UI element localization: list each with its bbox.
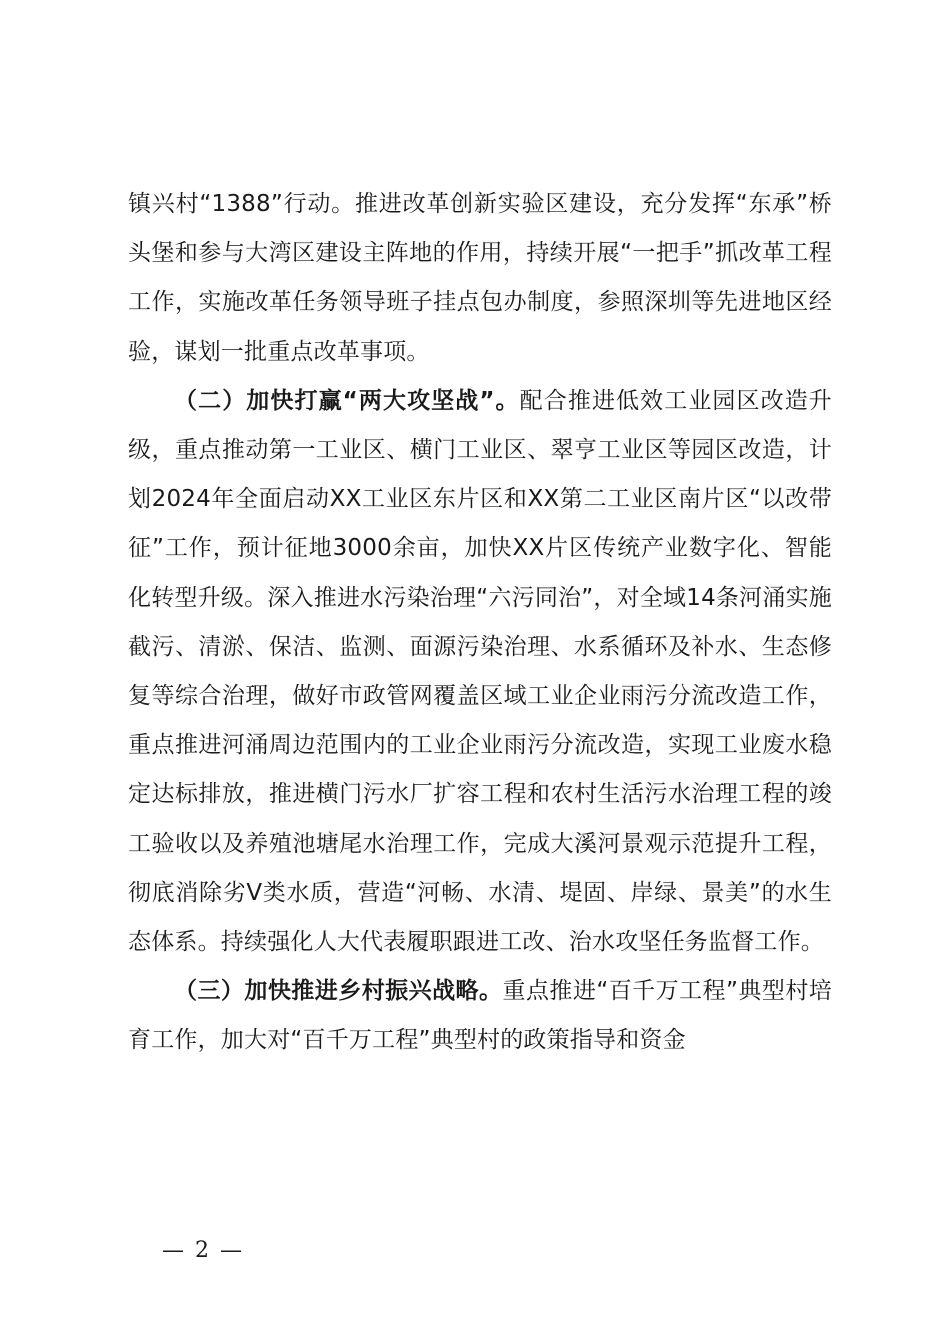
paragraph-text: 重点推进“百千万工程”典型村培育工作，加大对“百千万工程”典型村的政策指导和资金	[128, 978, 832, 1054]
paragraph-continuation	[128, 180, 832, 377]
paragraph-text: 配合推进低效工业园区改造升级，重点推动第一工业区、横门工业区、翠亨工业区等园区改造，计划2024年全面启动XX工业区东片区和XX第二工业区南片区“以改带征”工作，预计征地3000余亩，加快XX片区传统产业数字化、智能化转型升级。深入推进水污染治理“六污同治”，对全域14条河涌实施截污、清淤、保洁、监测、面源污染治理、水系循环及补水、生态修复等综合治理，做好市政管网覆盖区域工业企业雨污分流改造工作，重点推进河涌周边范围内的工业企业雨污分流改造，实现工业废水稳定达标排放，推进横门污水厂扩容工程和农村生活污水治理工程的竣工验收以及养殖池塘尾水治理工作，完成大溪河景观示范提升工程，彻底消除劣Ⅴ类水质，营造“河畅、水清、堤固、岸绿、景美”的水生态体系。持续强化人大代表履职跟进工改、治水攻坚任务监督工作。	[128, 387, 832, 956]
paragraph-section-2	[128, 377, 832, 967]
document-body	[128, 180, 832, 1066]
paragraph-text: 镇兴村“1388”行动。推进改革创新实验区建设，充分发挥“东承”桥头堡和参与大湾区建设主阵地的作用，持续开展“一把手”抓改革工程工作，实施改革任务领导班子挂点包办制度，参照深圳等先进地区经验，谋划一批重点改革事项。	[128, 191, 832, 365]
paragraph-lead: （三）加快推进乡村振兴战略。	[174, 978, 503, 1005]
paragraph-section-3	[128, 967, 832, 1065]
paragraph-lead: （二）加快打赢“两大攻坚战”。	[174, 387, 520, 414]
page-number: — 2 —	[162, 1238, 244, 1263]
